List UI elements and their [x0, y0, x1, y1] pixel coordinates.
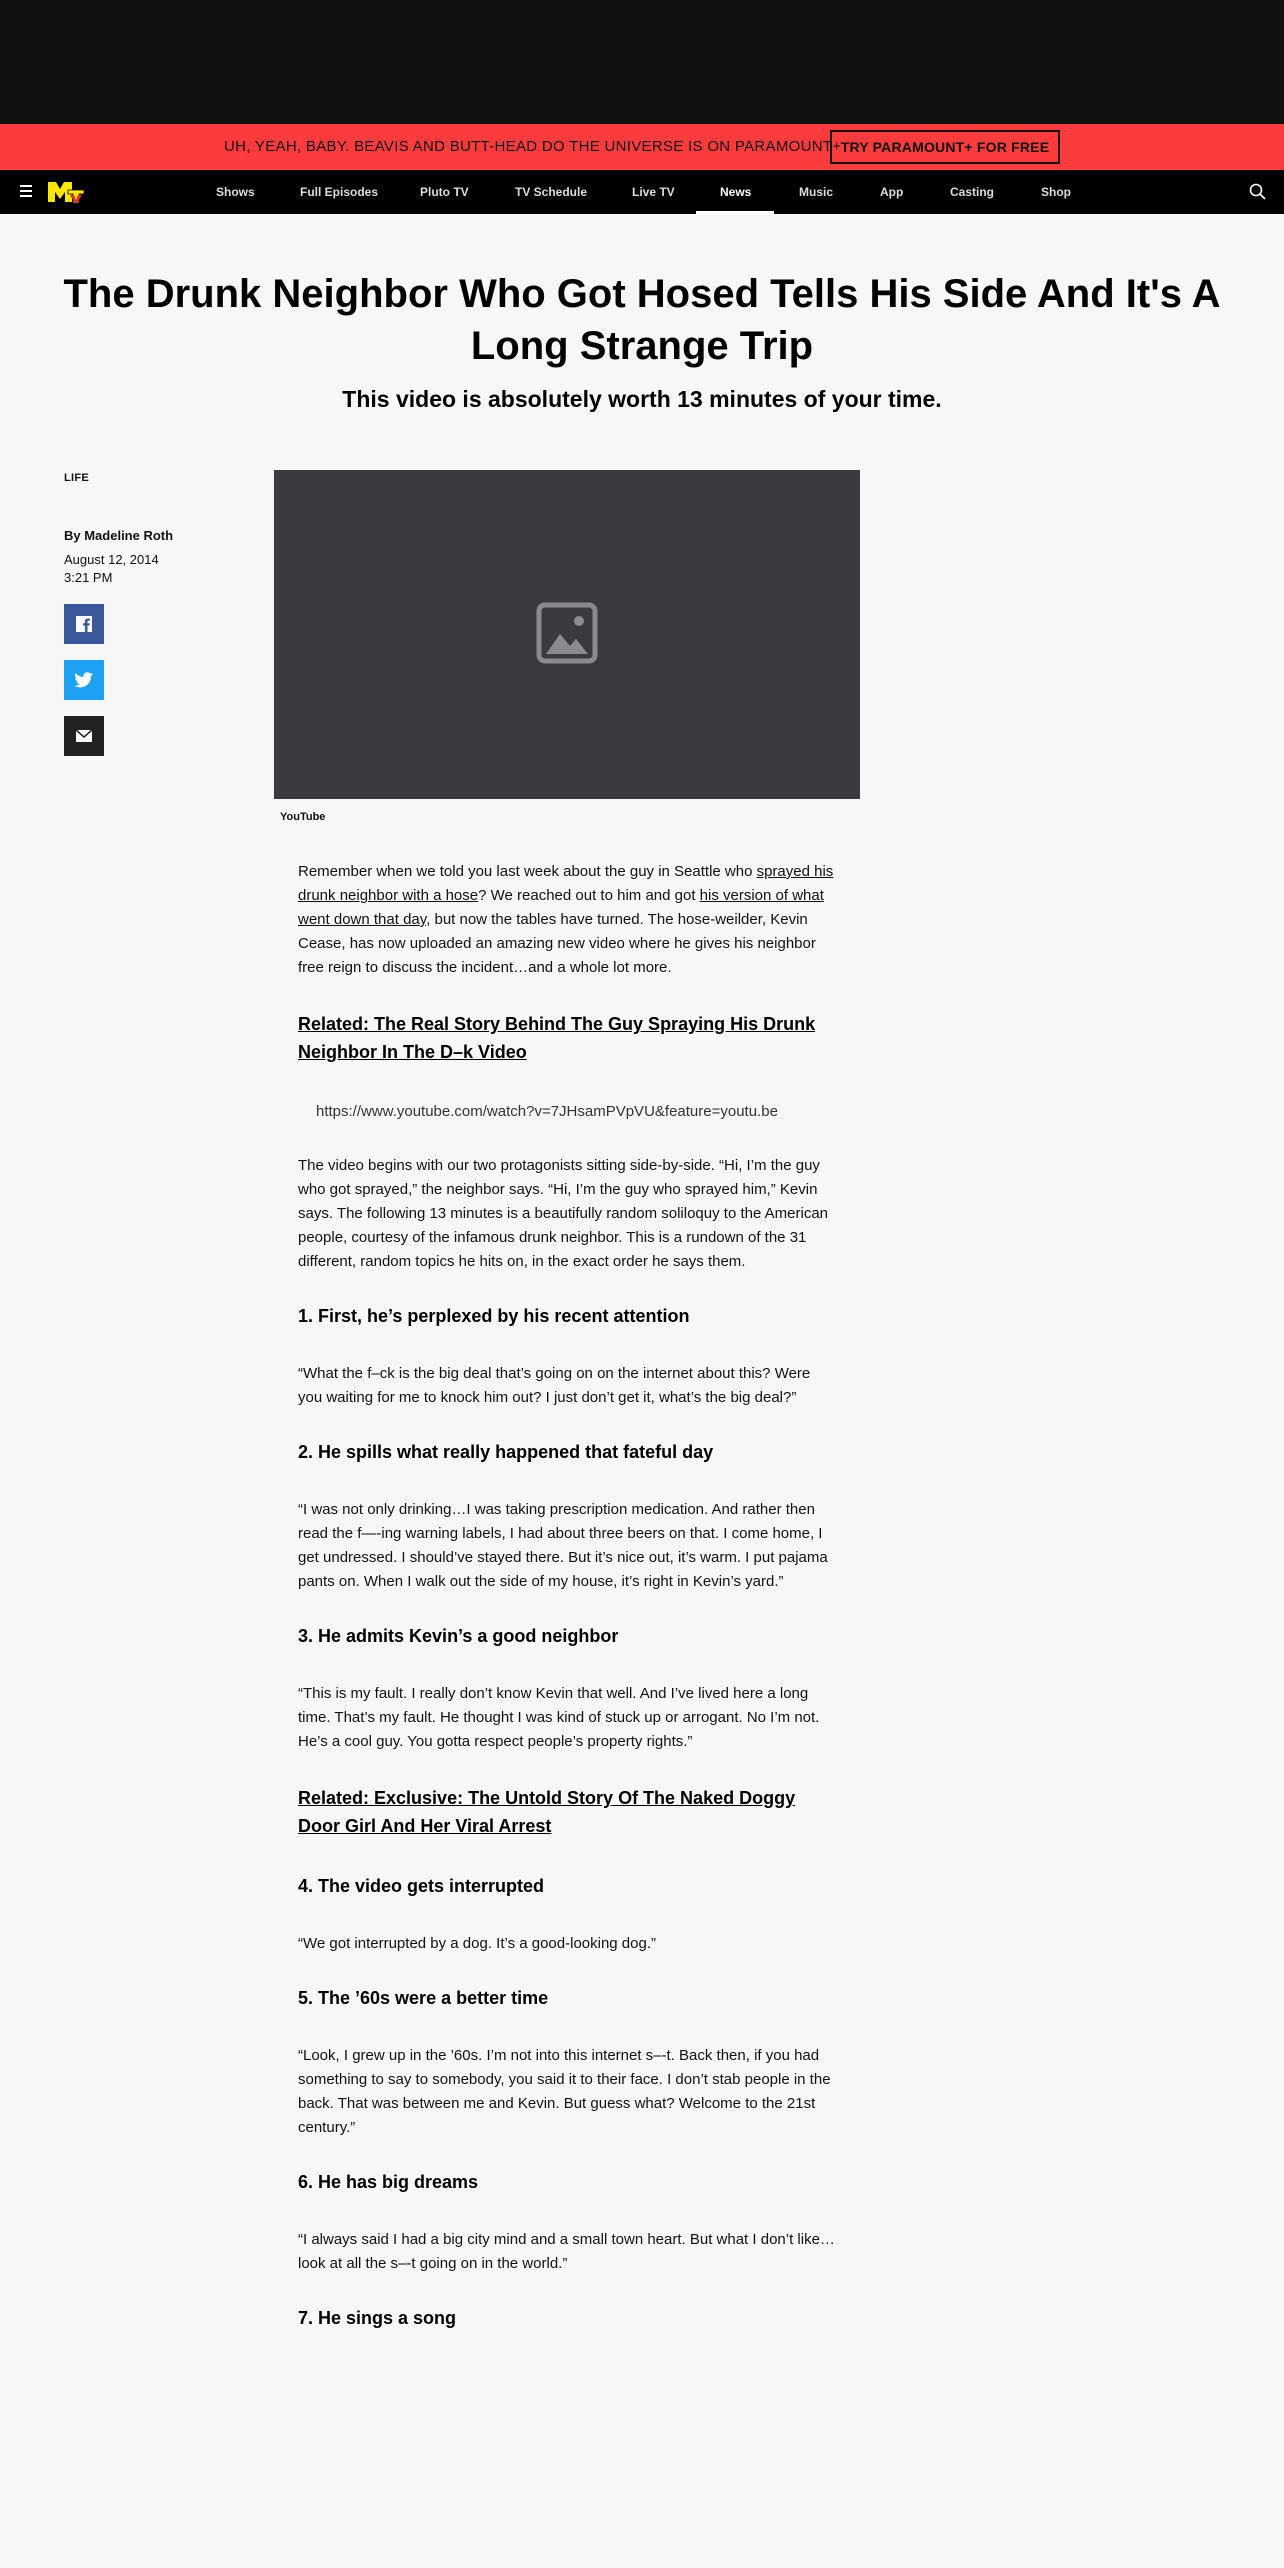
section-heading-1: 1. First, he’s perplexed by his recent attention — [298, 1306, 690, 1326]
try-paramount-button[interactable]: TRY PARAMOUNT+ FOR FREE — [830, 130, 1060, 164]
youtube-embed-url[interactable]: https://www.youtube.com/watch?v=7JHsamPVpVU&feature=youtu.be — [316, 1103, 778, 1120]
category-label[interactable]: LIFE — [64, 472, 90, 484]
section-heading-5: 5. The ’60s were a better time — [298, 1988, 549, 2008]
nav-live-tv[interactable]: Live TV — [632, 185, 675, 199]
nav-app[interactable]: App — [880, 185, 904, 199]
section-heading-3: 3. He admits Kevin’s a good neighbor — [298, 1626, 619, 1646]
his-version-link[interactable]: his version of what went down that day — [298, 887, 824, 928]
section-heading-6: 6. He has big dreams — [298, 2172, 479, 2192]
author-byline: By Madeline Roth — [64, 528, 174, 543]
quote-2: “I was not only drinking…I was taking prescription medication. And rather then read the f—-ing warning labels, I had about three beers on that. I come home, I get undressed. I should’ve stayed there. But it’s nice out, it’s warm. I put pajama pants on. When I walk out the side of my house, it’s right in Kevin’s yard.” — [298, 1501, 828, 1590]
mtv-logo-icon[interactable] — [46, 180, 86, 204]
video-player[interactable] — [274, 470, 860, 799]
main-nav — [0, 170, 1284, 214]
section-heading-2: 2. He spills what really happened that fateful day — [298, 1442, 714, 1462]
related-link-1[interactable]: Related: The Real Story Behind The Guy Spraying His Drunk Neighbor In The D–k Video — [298, 1014, 816, 1062]
twitter-icon — [74, 671, 94, 689]
quote-5: “Look, I grew up in the ’60s. I’m not into this internet s–-t. Back then, if you had something to say to somebody, you said it to their face. I don’t stab people in the back. That was between me and Kevin. But guess what? Welcome to the 21st century.” — [298, 2047, 831, 2136]
publish-date: August 12, 2014 — [64, 552, 159, 567]
nav-tv-schedule[interactable]: TV Schedule — [515, 185, 588, 199]
quote-1: “What the f–ck is the big deal that’s going on on the internet about this? Were you waiting for me to knock him out? I just don’t get it, what’s the big deal?” — [298, 1365, 811, 1406]
facebook-share-button[interactable] — [64, 604, 104, 644]
intro-text: , but now the tables have turned. The hose-weilder, Kevin Cease, has now uploaded an amazing new video where he gives his neighbor free reign to discuss the incident…and a whole lot more. — [298, 911, 816, 976]
quote-3: “This is my fault. I really don’t know Kevin that well. And I’ve lived here a long time. That’s my fault. He thought I was kind of stuck up or arrogant. No I’m not. He’s a cool guy. You gotta respect people’s property rights.” — [298, 1685, 820, 1750]
promo-text: UH, YEAH, BABY. BEAVIS AND BUTT-HEAD DO THE UNIVERSE IS ON PARAMOUNT+ — [224, 138, 842, 155]
email-icon — [75, 729, 93, 743]
publish-time: 3:21 PM — [64, 570, 113, 585]
intro-text: ? We reached out to him and got — [478, 887, 700, 904]
sprayed-neighbor-link[interactable]: sprayed his drunk neighbor with a hose — [298, 863, 834, 904]
nav-shows[interactable]: Shows — [216, 185, 255, 199]
video-caption: YouTube — [280, 811, 326, 823]
section-heading-4: 4. The video gets interrupted — [298, 1876, 545, 1896]
intro-paragraph — [298, 860, 838, 980]
quote-4: “We got interrupted by a dog. It’s a good-looking dog.” — [298, 1935, 657, 1952]
nav-full-episodes[interactable]: Full Episodes — [300, 185, 379, 199]
intro-text: Remember when we told you last week about the guy in Seattle who — [298, 863, 757, 880]
quote-6: “I always said I had a big city mind and a small town heart. But what I don’t like…look at all the s–-t going on in the world.” — [298, 2231, 835, 2272]
body-paragraph: The video begins with our two protagonists sitting side-by-side. “Hi, I’m the guy who got sprayed,” the neighbor says. “Hi, I’m the guy who sprayed him,” Kevin says. The following 13 minutes is a beautifully random soliloquy to the American people, courtesy of the infamous drunk neighbor. This is a rundown of the 31 different, random topics he hits on, in the exact order he says them. — [298, 1157, 829, 1270]
nav-pluto-tv[interactable]: Pluto TV — [420, 185, 469, 199]
hamburger-menu-icon[interactable] — [20, 185, 32, 197]
email-share-button[interactable] — [64, 716, 104, 756]
nav-news[interactable]: News — [720, 185, 752, 199]
nav-shop[interactable]: Shop — [1041, 185, 1071, 199]
promo-banner — [0, 124, 1284, 170]
section-heading-7: 7. He sings a song — [298, 2308, 457, 2328]
image-placeholder-icon — [536, 602, 598, 664]
top-ad-banner — [0, 0, 1284, 124]
article-subtitle: This video is absolutely worth 13 minutes of your time. — [342, 386, 942, 412]
nav-casting[interactable]: Casting — [950, 185, 995, 199]
article-body — [298, 860, 838, 2364]
nav-active-indicator — [696, 211, 774, 214]
twitter-share-button[interactable] — [64, 660, 104, 700]
nav-music[interactable]: Music — [799, 185, 834, 199]
search-icon[interactable] — [1248, 182, 1268, 202]
facebook-icon — [75, 615, 93, 633]
related-link-2[interactable]: Related: Exclusive: The Untold Story Of The Naked Doggy Door Girl And Her Viral Arrest — [298, 1788, 796, 1836]
article-title: The Drunk Neighbor Who Got Hosed Tells His Side And It's A Long Strange Trip — [63, 272, 1221, 368]
